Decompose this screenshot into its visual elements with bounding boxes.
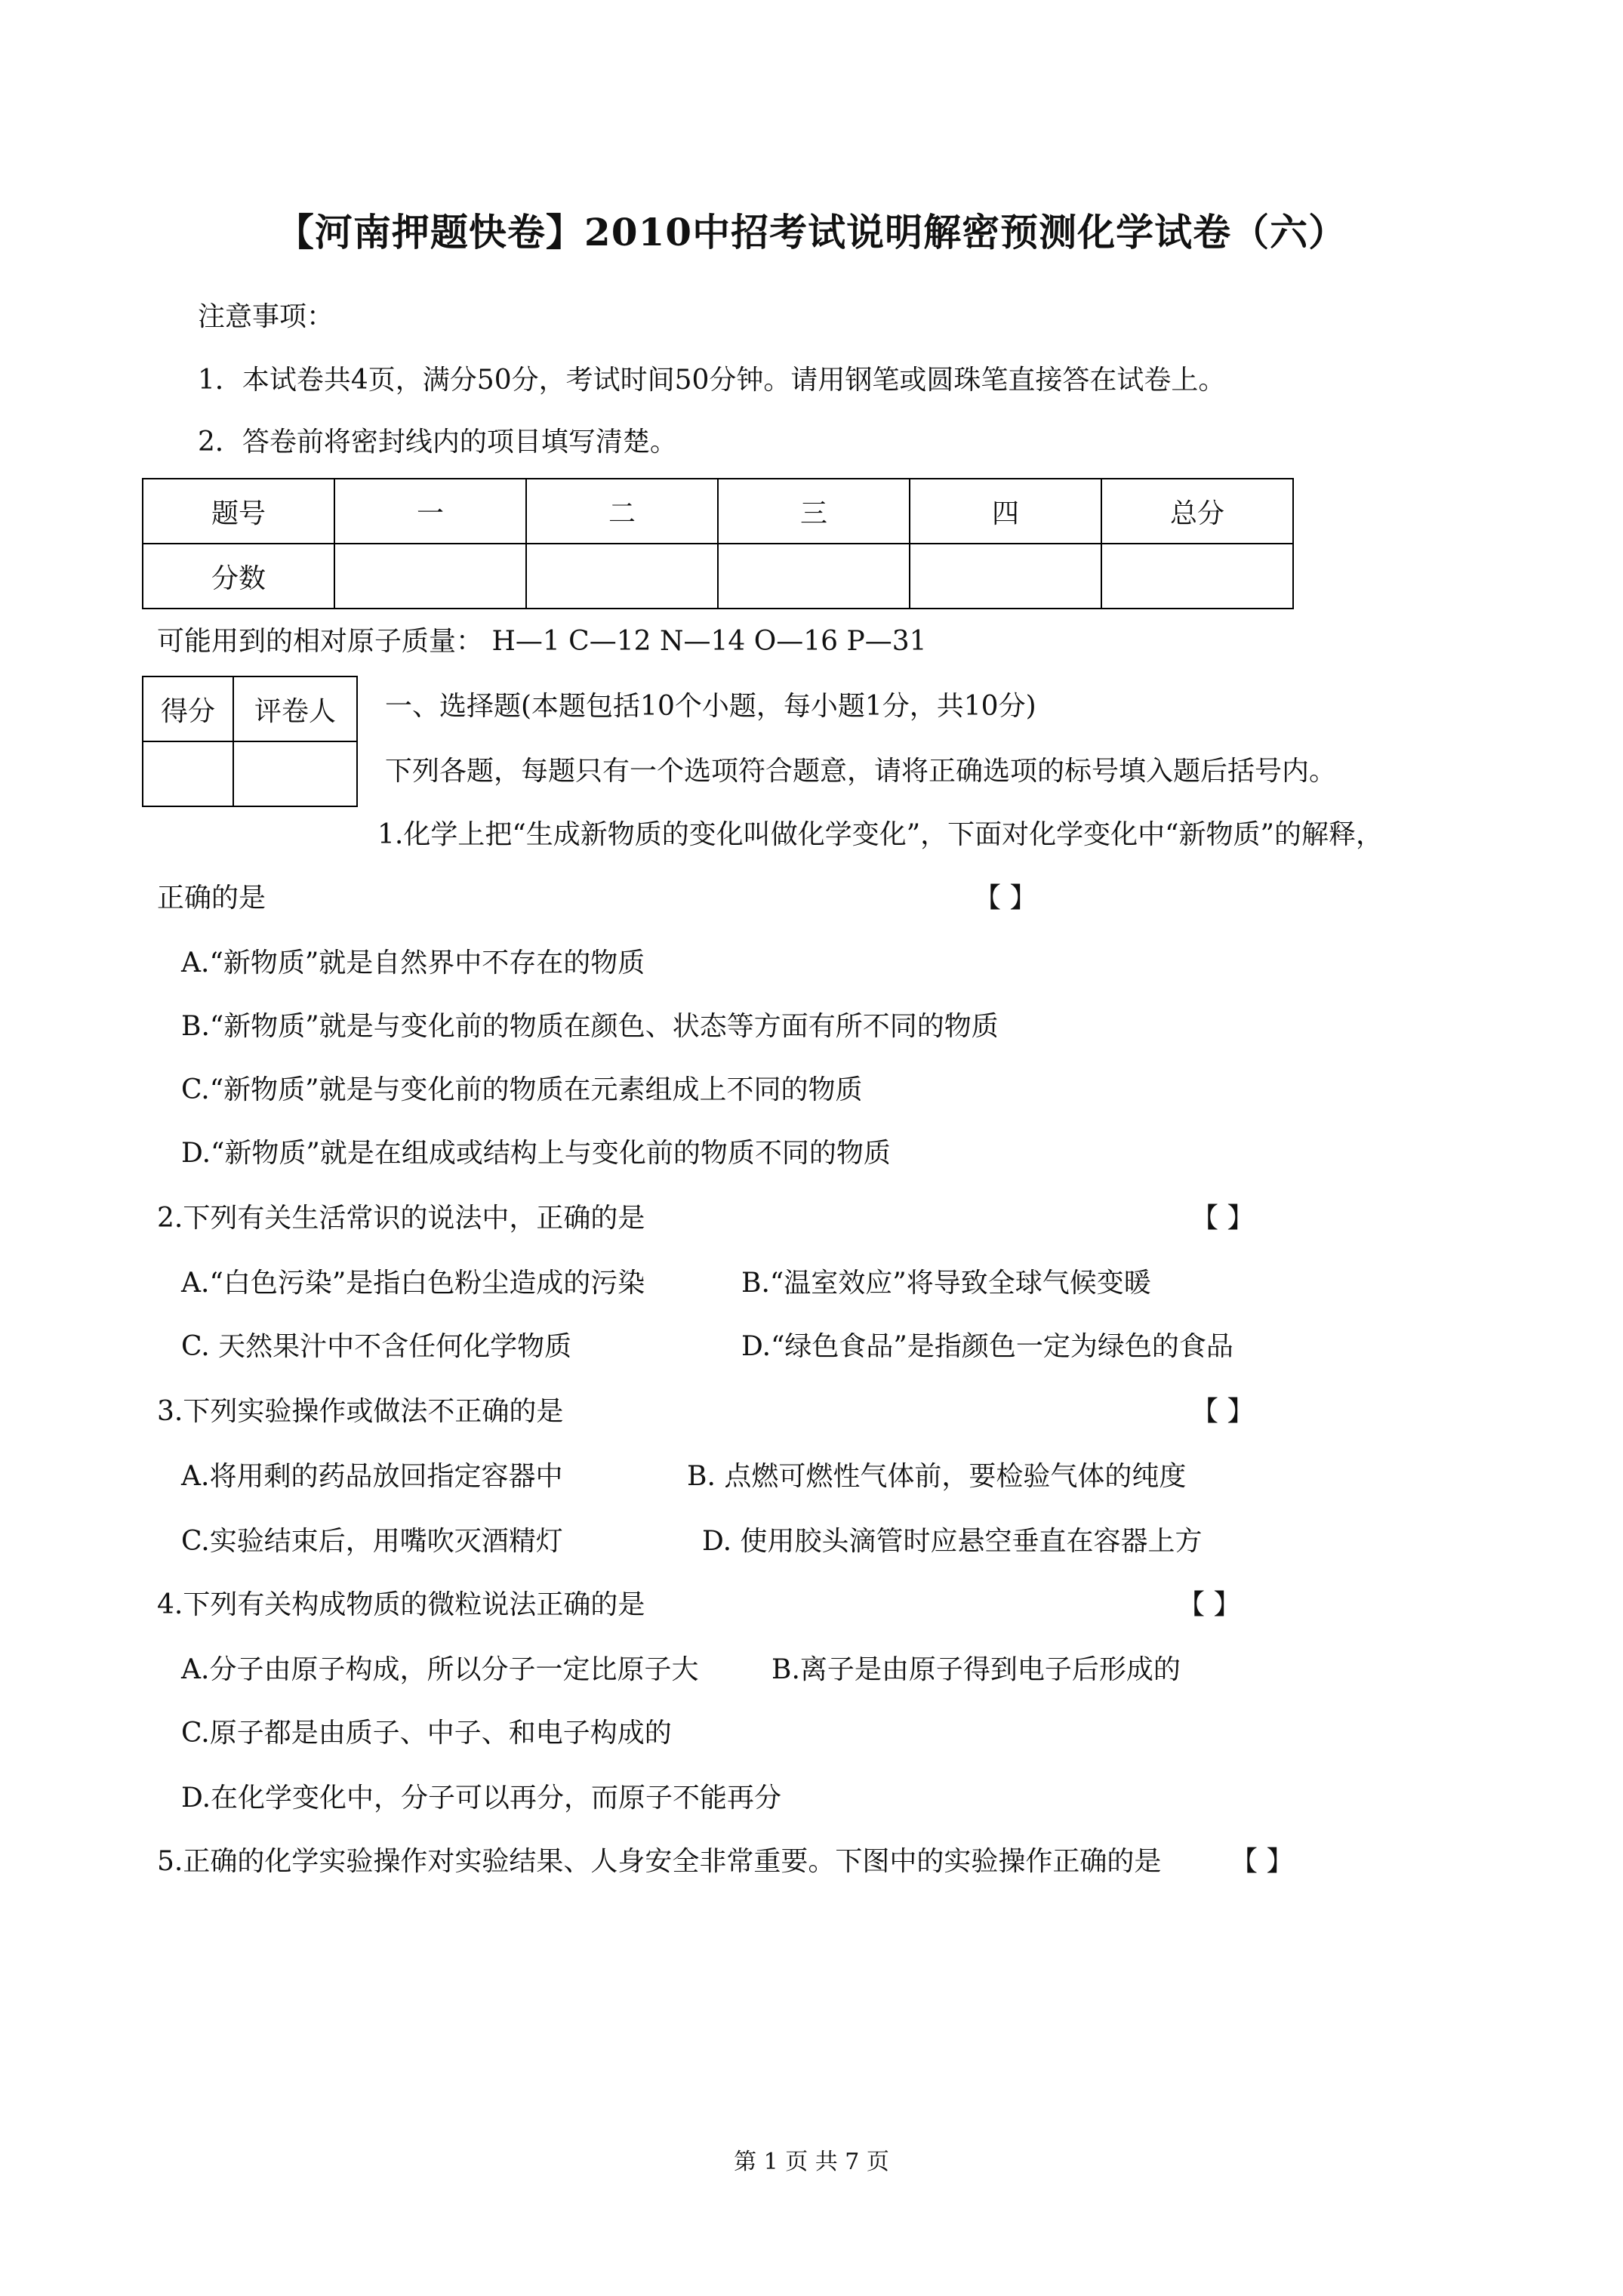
section-heading: 一、选择题(本题包括10个小题，每小题1分，共10分): [385, 691, 1036, 722]
answer-bracket: 【 】: [1191, 1396, 1255, 1427]
score-table-blank-cell: [1101, 544, 1293, 609]
score-table-cell: 二: [526, 479, 718, 544]
atomic-masses: 可能用到的相对原子质量： H—1 C—12 N—14 O—16 P—31: [157, 626, 927, 657]
option: A.将用剩的药品放回指定容器中: [181, 1461, 563, 1492]
score-table-cell: 三: [718, 479, 910, 544]
question-3-stem: 3.下列实验操作或做法不正确的是: [157, 1396, 564, 1427]
option: B. 点燃可燃性气体前，要检验气体的纯度: [687, 1461, 1187, 1492]
option: C. 天然果汁中不含任何化学物质: [181, 1331, 572, 1362]
score-table-cell: 一: [334, 479, 526, 544]
score-table-cell: 四: [910, 479, 1101, 544]
answer-bracket: 【 】: [1178, 1589, 1241, 1620]
question-1-stem: 1.化学上把“生成新物质的变化叫做化学变化”，下面对化学变化中“新物质”的解释，: [377, 819, 1383, 850]
option: C.实验结束后，用嘴吹灭酒精灯: [181, 1526, 563, 1557]
grader-box-blank-cell: [143, 741, 233, 806]
score-table-cell: 总分: [1101, 479, 1293, 544]
question-4-stem: 4.下列有关构成物质的微粒说法正确的是: [157, 1589, 645, 1620]
question-2-stem: 2.下列有关生活常识的说法中，正确的是: [157, 1203, 645, 1234]
score-table: [142, 478, 1294, 609]
score-table-blank-cell: [526, 544, 718, 609]
notice-heading: 注意事项：: [198, 301, 334, 332]
score-table-blank-cell: [334, 544, 526, 609]
grader-box-blank-cell: [233, 741, 357, 806]
section-instruction: 下列各题，每题只有一个选项符合题意，请将正确选项的标号填入题后括号内。: [385, 756, 1337, 787]
page-footer: 第 1 页 共 7 页: [734, 2149, 889, 2175]
option: D. 使用胶头滴管时应悬空垂直在容器上方: [702, 1526, 1203, 1557]
option: A.分子由原子构成，所以分子一定比原子大: [181, 1654, 699, 1685]
answer-bracket: 【 】: [1191, 1203, 1255, 1234]
answer-bracket: 【 】: [1230, 1846, 1294, 1877]
grader-box: [142, 676, 358, 807]
notice-item: 1．本试卷共4页，满分50分，考试时间50分钟。请用钢笔或圆珠笔直接答在试卷上。: [198, 365, 1226, 396]
option: D.在化学变化中，分子可以再分，而原子不能再分: [181, 1783, 782, 1814]
question-5-stem: 5.正确的化学实验操作对实验结果、人身安全非常重要。下图中的实验操作正确的是: [157, 1846, 1162, 1877]
option: B.离子是由原子得到电子后形成的: [771, 1654, 1181, 1685]
option: C.“新物质”就是与变化前的物质在元素组成上不同的物质: [181, 1074, 863, 1105]
grader-box-score-label: 得分: [143, 676, 233, 741]
score-table-blank-cell: [718, 544, 910, 609]
score-table-score-row: [143, 544, 1293, 609]
question-1-stem-cont: 正确的是: [157, 883, 266, 914]
option: C.原子都是由质子、中子、和电子构成的: [181, 1718, 672, 1749]
page-title: 【河南押题快卷】2010中招考试说明解密预测化学试卷（六）: [276, 210, 1347, 254]
score-table-cell: 题号: [143, 479, 334, 544]
score-table-blank-cell: [910, 544, 1101, 609]
score-table-row-label: 分数: [143, 544, 334, 609]
option: A.“新物质”就是自然界中不存在的物质: [181, 948, 645, 978]
option: B.“温室效应”将导致全球气候变暖: [741, 1268, 1151, 1299]
option: D.“新物质”就是在组成或结构上与变化前的物质不同的物质: [181, 1138, 891, 1169]
score-table-header-row: [143, 479, 1293, 544]
notice-item: 2．答卷前将密封线内的项目填写清楚。: [198, 427, 677, 458]
option: D.“绿色食品”是指颜色一定为绿色的食品: [741, 1331, 1233, 1362]
answer-bracket: 【 】: [974, 883, 1037, 914]
option: A.“白色污染”是指白色粉尘造成的污染: [181, 1268, 645, 1299]
grader-box-grader-label: 评卷人: [233, 676, 357, 741]
option: B.“新物质”就是与变化前的物质在颜色、状态等方面有所不同的物质: [181, 1011, 999, 1042]
